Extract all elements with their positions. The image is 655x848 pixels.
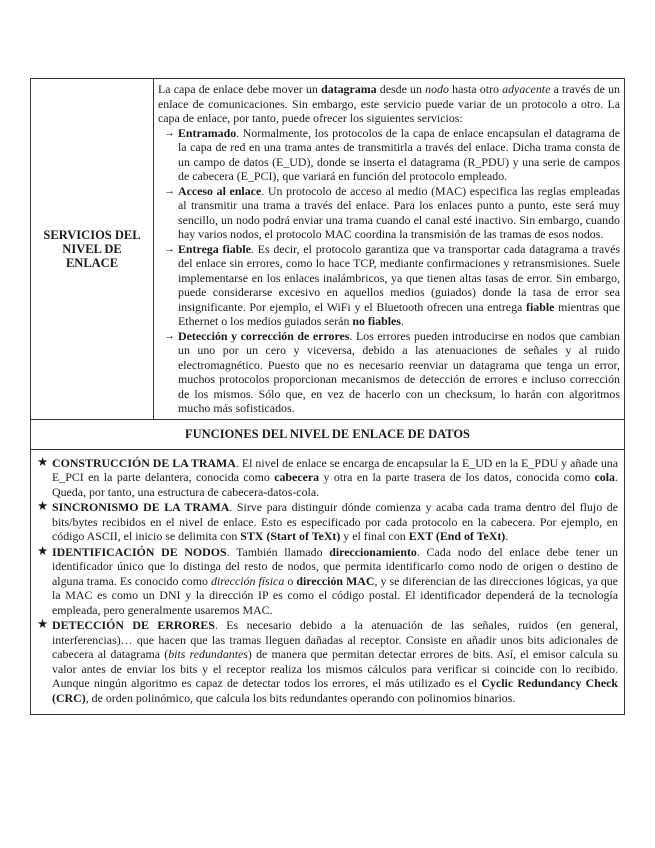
bold-text: CONSTRUCCIÓN DE LA TRAMA [52, 455, 236, 470]
list-item [164, 329, 620, 416]
functions-row [31, 449, 625, 715]
bold-text: cabecera [274, 470, 320, 484]
bold-text: Entramado [178, 125, 237, 140]
text-run: desde un [376, 82, 426, 96]
functions-header-row [31, 419, 625, 449]
services-row [31, 79, 625, 420]
bold-text: cola [594, 470, 616, 484]
functions-list [37, 456, 618, 706]
service-text [178, 184, 620, 242]
arrow-icon: → [164, 329, 175, 342]
bold-text: DETECCIÓN DE ERRORES [52, 618, 215, 632]
star-icon: ★ [37, 454, 49, 469]
arrow-icon: → [164, 126, 175, 139]
text-run: . También llamado [226, 544, 330, 559]
text-run: . Normalmente, los protocolos de la capa de enlace encapsulan el datagrama de la capa de red en una trama antes de transmitirla a través del enlace. Dicha trama consta de un campo de datos (E_UD), donde se inserta el datagrama (R_PDU) y una serie de campos de cabecera (E_PCI), que variará en función del protocolo empleado. [178, 125, 620, 183]
bold-text: Detección y corrección de errores [178, 328, 350, 343]
text-run: . [400, 314, 404, 328]
bold-text: EXT (End of TeXt) [408, 529, 506, 543]
star-icon: ★ [37, 499, 49, 513]
list-item [37, 456, 618, 500]
service-text [178, 329, 620, 416]
list-item [164, 126, 620, 184]
text-run: La capa de enlace debe mover un [158, 82, 322, 96]
service-text [178, 242, 620, 329]
bold-text: Entrega fiable [178, 241, 251, 256]
list-item [37, 500, 618, 544]
text-run: . Los errores pueden introducirse en nodos que cambian un uno por un cero y viceversa, debido a las atenuaciones de señales y al ruido electromagnético. Puesto que no es necesario reenviar un datagrama que tenga un error, muchos protocolos proporcionan mecanismos de detección de errores e incluso corrección de los mismos. Sólo que, en vez de hacerlo con un checksum, lo harán con algoritmos mucho más sofisticados. [178, 328, 620, 415]
text-run: , y se diferencian de las direcciones lógicas, ya que la MAC es como un DNI y la dirección IP es como el código postal. El identificador dependerá de la tecnología empleada, pero generalmente usaremos MAC. [52, 573, 618, 617]
bold-text: dirección MAC [296, 573, 375, 588]
text-run: a través de un enlace de comunicaciones. Sin embargo, este servicio puede variar de un protocolo a otro. La capa de enlace, por tanto, puede ofrecer los siguientes servicios: [158, 82, 620, 125]
list-item [164, 184, 620, 242]
text-run: , de orden polinómico, que calcula los bits redundantes operando con polinomios binarios. [85, 690, 516, 705]
text-run: y el final con [340, 529, 409, 543]
bold-text: Acceso al enlace [178, 183, 262, 198]
bold-text: direccionamiento [329, 544, 417, 559]
star-icon: ★ [37, 543, 49, 558]
bold-text: SINCRONISMO DE LA TRAMA [52, 500, 230, 514]
functions-title: FUNCIONES DEL NIVEL DE ENLACE DE DATOS [31, 419, 625, 449]
services-cell [154, 79, 625, 420]
italic-text: bits redundantes [168, 647, 248, 661]
text-run: . Es decir, el protocolo garantiza que va transportar cada datagrama a través del enlace sin errores, como lo hace TCP, mediante confirmaciones y retransmisiones. Suele implementarse en los enlaces inalámbricos, ya que tienen altas tasas de error. Sin embargo, puede considerarse excesivo en aquellos medios (guiados) donde la tasa de error sea insignificante. Por ejemplo, el WiFi y el Bluetooth ofrecen una entrega [178, 241, 620, 314]
list-item [37, 545, 618, 618]
text-run: . [505, 529, 509, 543]
text-run: . Es necesario debido a la atenuación de las señales, ruidos (en general, interferencias)… que hacen que las tramas lleguen dañadas al receptor. Consiste en añadir unos bits adicionales de cabecera al datagrama ( [52, 618, 619, 661]
services-table [30, 78, 625, 715]
text-run: . El nivel de enlace se encarga de encapsular la E_UD en la E_PDU y añade una E_PCI en la parte delantera, conocida como [52, 455, 618, 484]
service-text [178, 126, 620, 184]
document-page [30, 78, 625, 715]
list-item [164, 242, 620, 329]
bold-text: IDENTIFICACIÓN DE NODOS [52, 544, 227, 559]
function-text [52, 545, 618, 617]
bold-text: datagrama [321, 82, 377, 96]
bold-text: no fiables [352, 314, 401, 328]
functions-cell [31, 449, 625, 715]
text-run: y otra en la parte trasera de los datos, conocida como [319, 470, 595, 484]
text-run: o [284, 573, 297, 588]
arrow-icon: → [164, 184, 175, 197]
italic-text: adyacente [502, 82, 551, 96]
italic-text: nodo [425, 82, 449, 96]
function-text [52, 618, 618, 705]
italic-text: dirección física [210, 573, 285, 588]
text-run: ) de manera que permitan detectar errores de bits. Así, el emisor calcula su valor antes de enviar los bits y el receptor realiza los mismos cálculos para verificar si coincide con lo recibido. Aunque ningún algoritmo es capaz de detectar todos los errores, el más utilizado es el [52, 647, 619, 690]
text-run: hasta otro [448, 82, 503, 96]
text-run: . Un protocolo de acceso al medio (MAC) especifica las reglas empleadas al transmitir una trama a través del enlace. Para los enlaces punto a punto, este será muy sencillo, un nodo podrá enviar una trama cuando el canal esté inactivo. Sin embargo, cuando hay varios nodos, el protocolo MAC coordina la transmisión de las tramas de esos nodos. [178, 183, 620, 241]
text-run: mientras que Ethernet o los medios guiados serán [178, 299, 620, 328]
star-icon: ★ [37, 617, 49, 631]
text-run: . Queda, por tanto, una estructura de cabecera-datos-cola. [52, 470, 618, 499]
bold-text: fiable [526, 299, 555, 314]
text-run: . Sirve para distinguir dónde comienza y acaba cada trama dentro del flujo de bits/bytes recibidos en el nivel de enlace. Esto es especificado por cada protocolo en la cabecera. Por ejemplo, en código ASCII, el inicio se delimita con [52, 500, 618, 543]
services-list [158, 126, 620, 416]
arrow-icon: → [164, 242, 175, 255]
function-text [52, 456, 618, 499]
function-text [52, 500, 618, 543]
bold-text: Cyclic Redundancy Check (CRC) [52, 676, 618, 705]
section-title: SERVICIOS DEL NIVEL DE ENLACE [31, 79, 154, 420]
list-item [37, 618, 618, 705]
intro-paragraph [158, 82, 620, 126]
text-run: . Cada nodo del enlace debe tener un identificador único que lo distinga del resto de nodos, que permita identificarlo como nodo de origen o destino de alguna trama. Es conocido como [52, 544, 618, 588]
bold-text: STX (Start of TeXt) [240, 529, 341, 543]
